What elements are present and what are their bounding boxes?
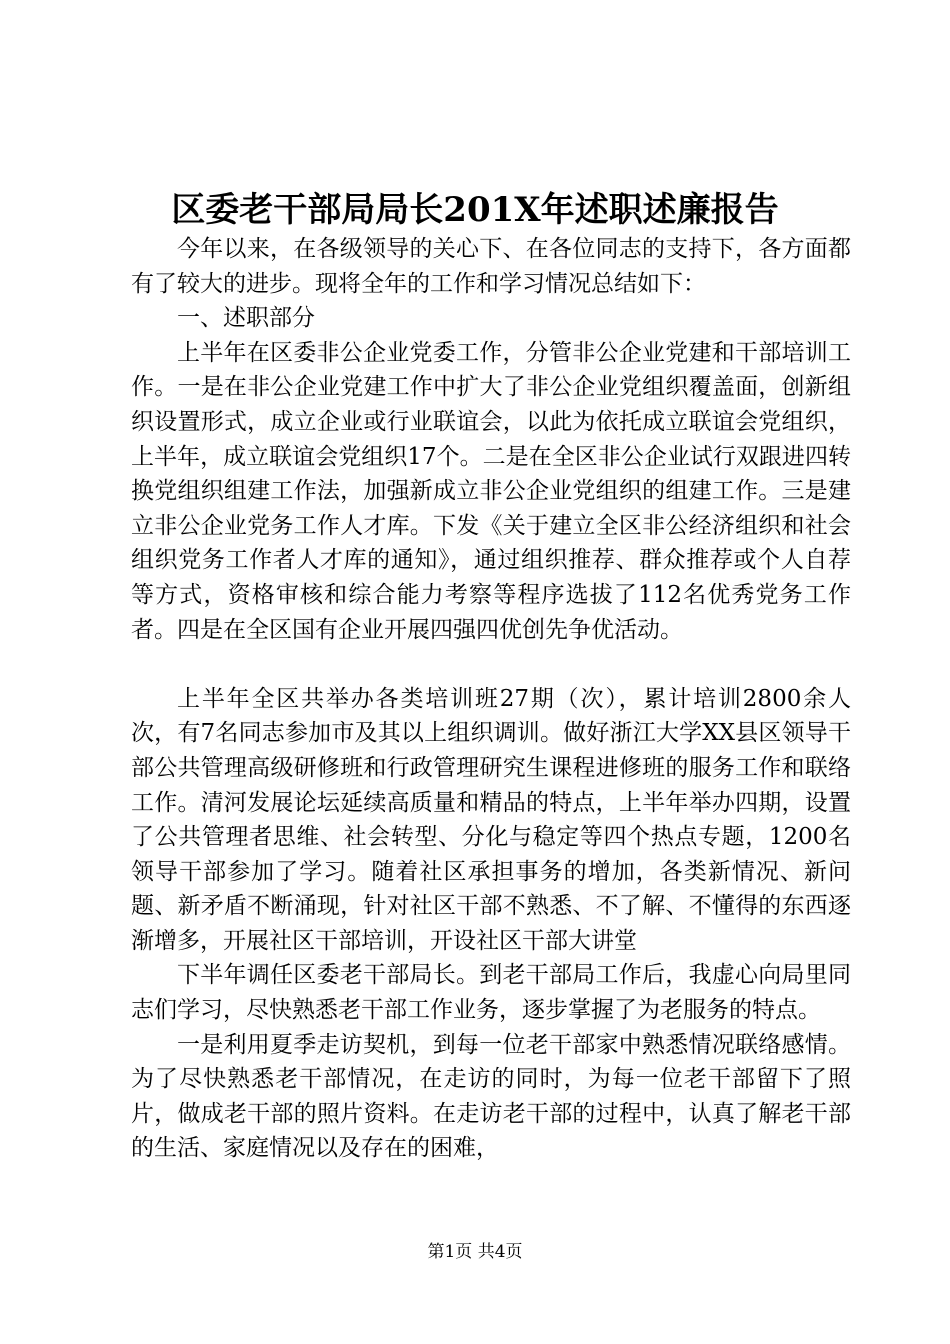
paragraph-second-half: 下半年调任区委老干部局长。到老干部局工作后，我虚心向局里同志们学习，尽快熟悉老干部工作业务，逐步掌握了为老服务的特点。 (131, 962, 851, 1024)
document-title: 区委老干部局局长201X年述职述廉报告 (171, 190, 779, 230)
document-body (131, 232, 851, 1166)
paragraph-intro: 今年以来，在各级领导的关心下、在各位同志的支持下，各方面都有了较大的进步。现将全年的工作和学习情况总结如下： (131, 236, 851, 297)
paragraph-first-half-party-work: 上半年在区委非公企业党委工作，分管非公企业党建和干部培训工作。一是在非公企业党建工作中扩大了非公企业党组织覆盖面，创新组织设置形式，成立企业或行业联谊会，以此为依托成立联谊会党组织，上半年，成立联谊会党组织17个。二是在全区非公企业试行双跟进四转换党组织组建工作法，加强新成立非公企业党组织的组建工作。三是建立非公企业党务工作人才库。下发《关于建立全区非公经济组织和社会组织党务工作者人才库的通知》，通过组织推荐、群众推荐或个人自荐等方式，资格审核和综合能力考察等程序选拔了112名优秀党务工作者。四是在全区国有企业开展四强四优创先争优活动。 (131, 339, 851, 643)
paragraph-training: 上半年全区共举办各类培训班27期（次），累计培训2800余人次，有7名同志参加市及其以上组织调训。做好浙江大学XX县区领导干部公共管理高级研修班和行政管理研究生课程进修班的服务工作和联络工作。清河发展论坛延续高质量和精品的特点，上半年举办四期，设置了公共管理者思维、社会转型、分化与稳定等四个热点专题，1200名领导干部参加了学习。随着社区承担事务的增加，各类新情况、新问题、新矛盾不断涌现，针对社区干部不熟悉、不了解、不懂得的东西逐渐增多，开展社区干部培训，开设社区干部大讲堂 (131, 685, 851, 954)
paragraph-visits: 一是利用夏季走访契机，到每一位老干部家中熟悉情况联络感情。为了尽快熟悉老干部情况，在走访的同时，为每一位老干部留下了照片，做成老干部的照片资料。在走访老干部的过程中，认真了解老干部的生活、家庭情况以及存在的困难， (131, 1031, 851, 1162)
section-heading: 一、述职部分 (177, 305, 315, 332)
page-footer: 第1页 共4页 (427, 1242, 523, 1262)
